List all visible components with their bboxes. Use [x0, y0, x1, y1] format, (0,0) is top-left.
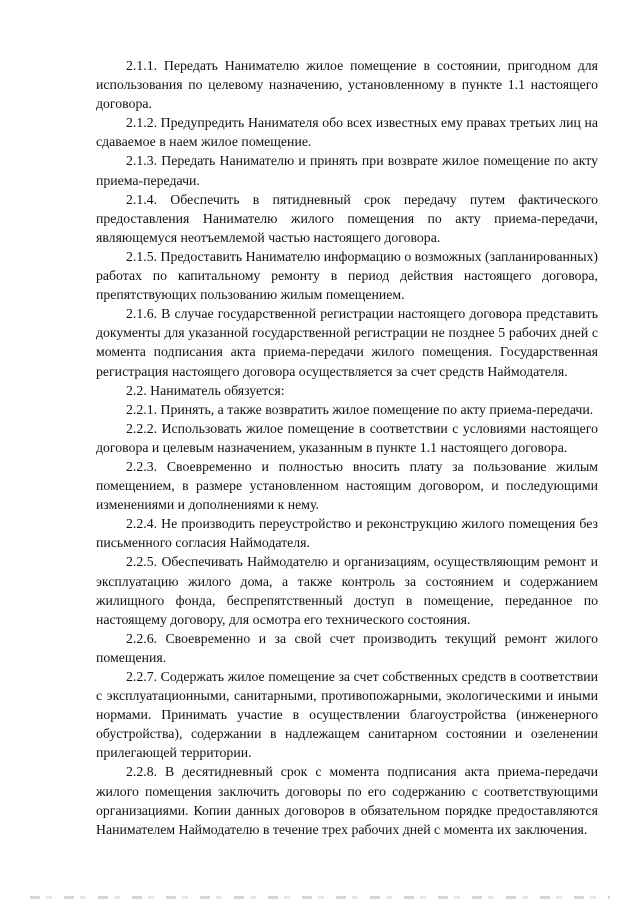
- clause-2-2-6: 2.2.6. Своевременно и за свой счет производить текущий ремонт жилого помещения.: [96, 630, 598, 665]
- clause-2-1-3: 2.1.3. Передать Нанимателю и принять при возврате жилое помещение по акту приема-передачи.: [96, 153, 598, 188]
- clause-2-1-1: 2.1.1. Передать Нанимателю жилое помещение в состоянии, пригодном для использования по целевому назначению, установленному в пункте 1.1 настоящего договора.: [96, 58, 598, 112]
- clause-2-2-1: 2.2.1. Принять, а также возвратить жилое помещение по акту приема-передачи.: [126, 401, 594, 417]
- clause-2-2-heading: 2.2. Наниматель обязуется:: [126, 382, 285, 398]
- clause-2-1-5: 2.1.5. Предоставить Нанимателю информацию о возможных (запланированных) работах по капитальному ремонту в период действия настоящего договора, препятствующих пользованию жилым помещением.: [96, 248, 598, 303]
- clause-2-2-8: 2.2.8. В десятидневный срок с момента подписания акта приема-передачи жилого помещения заключить договоры по его содержанию с соответствующими организациями. Копии данных договоров в обязательном порядке предоставляются Нанимателем Наймодателю в течение трех рабочих дней с момента их заключения.: [96, 764, 598, 837]
- clause-2-1-4: 2.1.4. Обеспечить в пятидневный срок передачу путем фактического предоставления Нанимателю жилого помещения по акту приема-передачи, являющемуся неотъемлемой частью настоящего договора.: [96, 191, 598, 245]
- scan-artifact-line: [30, 896, 610, 899]
- clause-2-2-3: 2.2.3. Своевременно и полностью вносить плату за пользование жилым помещением, в размере установленном настоящим договором, и последующими изменениями и дополнениями к нему.: [96, 458, 598, 513]
- clause-2-2-7: 2.2.7. Содержать жилое помещение за счет собственных средств в соответствии с эксплуатационными, санитарными, противопожарными, экологическими и иными нормами. Принимать участие в осуществлении благоустройства (инженерного обустройства), содержании в надлежащем санитарном состоянии и озеленении прилегающей территории.: [96, 669, 598, 761]
- clause-2-1-6: 2.1.6. В случае государственной регистрации настоящего договора представить документы для указанной государственной регистрации не позднее 5 рабочих дней с момента подписания акта приема-передачи жилого помещения. Государственная регистрация настоящего договора осуществляется за счет средств Наймодателя.: [96, 306, 598, 379]
- clause-2-2-4: 2.2.4. Не производить переустройство и реконструкцию жилого помещения без письменного согласия Наймодателя.: [96, 516, 598, 551]
- contract-text: [96, 56, 598, 839]
- clause-2-2-2: 2.2.2. Использовать жилое помещение в соответствии с условиями настоящего договора и целевым назначением, указанным в пункте 1.1 настоящего договора.: [96, 420, 598, 455]
- clause-2-2-5: 2.2.5. Обеспечивать Наймодателю и организациям, осуществляющим ремонт и эксплуатацию жилого дома, а также контроль за состоянием и содержанием жилищного фонда, беспрепятственный доступ в помещение, переданное по настоящему договору, для осмотра его технического состояния.: [96, 554, 598, 627]
- clause-2-1-2: 2.1.2. Предупредить Нанимателя обо всех известных ему правах третьих лиц на сдаваемое в наем жилое помещение.: [96, 115, 598, 150]
